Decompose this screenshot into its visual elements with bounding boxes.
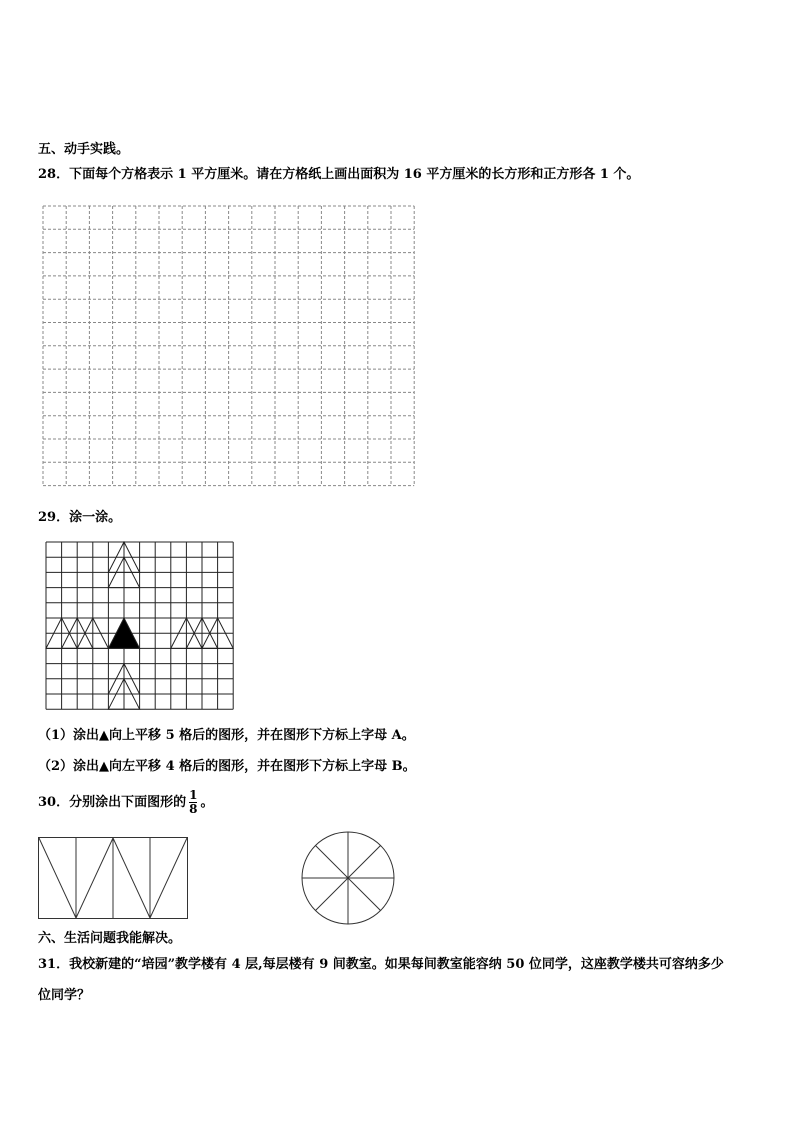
fraction-denominator: 8 (189, 802, 198, 816)
question-30-number: 30． (38, 795, 70, 810)
question-31-line-2: 位同学？ (38, 988, 91, 1003)
question-29-text: 涂一涂。 (69, 510, 122, 525)
question-31-number: 31． (38, 957, 70, 972)
question-31-line-1: 我校新建的“培园”教学楼有 4 层,每层楼有 9 间教室。如果每间教室能容纳 50 位同学，这座教学楼共可容纳多少 (69, 957, 724, 972)
question-28-text: 下面每个方格表示 1 平方厘米。请在方格纸上画出面积为 16 平方厘米的长方形和正方形各 1 个。 (69, 167, 640, 182)
section-5-title: 五、动手实践。 (38, 142, 130, 157)
question-30-text: 分别涂出下面图形的 (69, 795, 187, 810)
question-29-part-2: （2）涂出▲向左平移 4 格后的图形，并在图形下方标上字母 B。 (38, 759, 416, 774)
question-28-number: 28． (38, 167, 70, 182)
question-30-text-end: 。 (200, 795, 214, 810)
section-6-title: 六、生活问题我能解决。 (38, 931, 182, 946)
question-29-number: 29． (38, 510, 70, 525)
question-31 (38, 956, 724, 974)
question-29-part-1: （1）涂出▲向上平移 5 格后的图形，并在图形下方标上字母 A。 (38, 728, 415, 743)
fraction-numerator: 1 (189, 788, 198, 802)
